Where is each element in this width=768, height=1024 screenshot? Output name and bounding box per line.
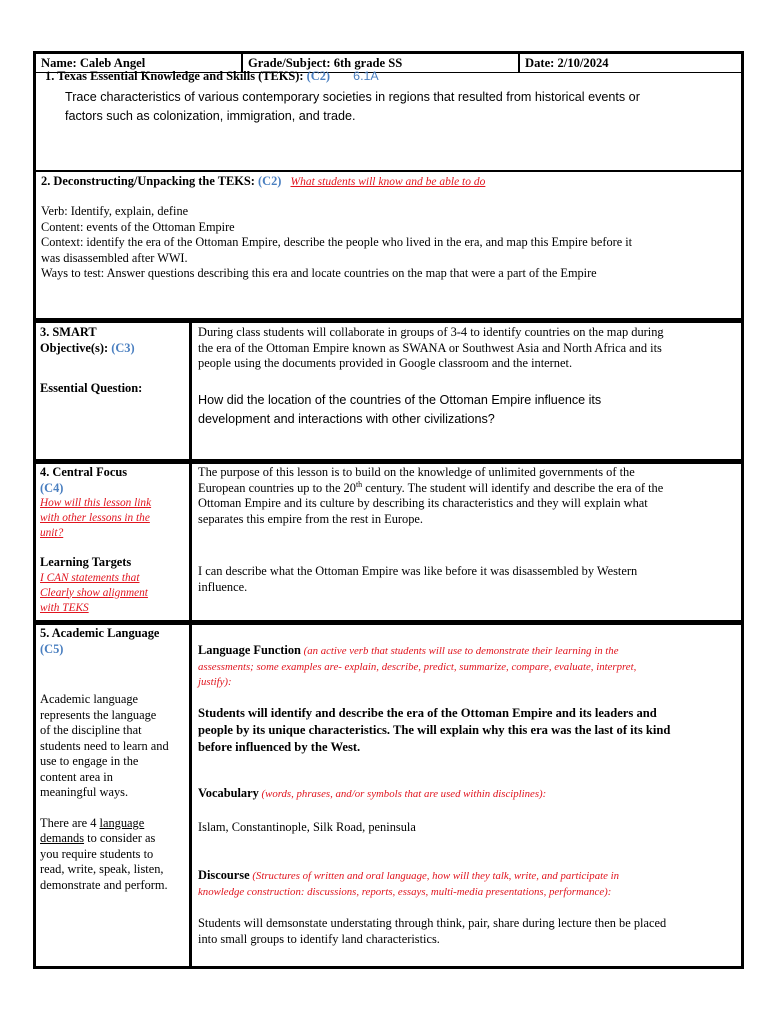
vocabulary-label: Vocabulary [198, 786, 259, 800]
description-line: use to engage in the [40, 754, 139, 768]
teks-id: 6.1A [353, 69, 379, 83]
description-line: students need to learn and [40, 738, 169, 753]
question-line: development and interactions with other civilizations? [198, 412, 495, 426]
essential-question [198, 391, 601, 429]
unpack-heading [41, 174, 485, 191]
discourse-label: Discourse [198, 868, 250, 882]
grade-subject-field: Grade/Subject: 6th grade SS [248, 56, 403, 70]
central-focus-title: 4. Central Focus [40, 465, 128, 479]
note-line: unit? [40, 527, 64, 539]
column-divider [189, 320, 192, 462]
vocabulary-text: Islam, Constantinople, Silk Road, peninsula [198, 820, 416, 834]
note-line: Clearly show alignment [40, 586, 148, 599]
description-line: you require students to [40, 846, 154, 861]
smart-code: (C3) [111, 340, 135, 355]
teks-text [65, 88, 640, 126]
unpack-verb: Verb: Identify, explain, define [41, 204, 189, 218]
superscript: th [355, 479, 363, 489]
target-line: influence. [198, 579, 248, 594]
academic-language-label [40, 626, 187, 657]
focus-line: European countries up to the 20 [198, 480, 356, 495]
unpack-code: (C2) [258, 174, 282, 188]
demands-term: demands [40, 831, 85, 845]
learning-targets-note [40, 571, 185, 616]
focus-line: The purpose of this lesson is to build on the knowledge of unlimited governments of the [198, 465, 635, 479]
unpack-body [41, 204, 632, 282]
essential-question-label: Essential Question: [40, 381, 143, 395]
description-line: represents the language [40, 707, 157, 722]
column-divider [189, 622, 192, 969]
teks-line: Trace characteristics of various contemporary societies in regions that resulted from historical events or [65, 90, 640, 104]
central-focus-label [40, 465, 185, 616]
language-function-label: Language Function [198, 643, 301, 657]
academic-language-title: 5. Academic Language [40, 626, 160, 640]
description-line: meaningful ways. [40, 785, 129, 799]
discourse-note: (Structures of written and oral language, how will they talk, write, and participate in [249, 870, 619, 882]
teks-divider [33, 170, 744, 172]
target-line: I can describe what the Ottoman Empire was like before it was disassembled by Western [198, 564, 638, 578]
smart-subtitle: Objective(s): [40, 340, 109, 355]
description-text: There are 4 [40, 815, 100, 830]
note-line: with TEKS [40, 601, 89, 614]
description-line: read, write, speak, listen, [40, 862, 164, 876]
academic-language-description [40, 692, 188, 893]
description-line: of the discipline that [40, 723, 142, 737]
description-line: Academic language [40, 692, 139, 706]
language-function-note: justify): [198, 675, 232, 688]
objective-line: people using the documents provided in Google classroom and the internet. [198, 356, 573, 370]
unpack-context: Context: identify the era of the Ottoman Empire, describe the people who lived in the era, and map this Empire before it [41, 235, 633, 249]
description-line: content area in [40, 769, 113, 784]
learning-targets-text [198, 564, 637, 595]
description-line: demonstrate and perform. [40, 877, 168, 892]
vocabulary-heading [198, 786, 546, 803]
teks-code: (C2) [306, 69, 331, 83]
function-line: people by its unique characteristics. The will explain why this era was the last of its kind [198, 723, 671, 737]
unpack-ways: Ways to test: Answer questions describing this era and locate countries on the map that were a part of the Empire [41, 266, 597, 280]
objective-line: the era of the Ottoman Empire known as SWANA or Southwest Asia and North Africa and its [198, 340, 662, 355]
language-term: language [99, 815, 145, 830]
vocabulary-note: (words, phrases, and/or symbols that are used within disciplines): [258, 788, 547, 800]
smart-objective [198, 325, 664, 372]
unpack-context: was disassembled after WWI. [41, 250, 188, 265]
smart-label [40, 325, 185, 397]
discourse-heading [198, 868, 619, 900]
discourse-note: knowledge construction: discussions, reports, essays, multi-media presentations, performance): [198, 885, 612, 898]
discourse-line: into small groups to identify land characteristics. [198, 931, 440, 946]
note-line: with other lessons in the [40, 512, 150, 524]
focus-line: Ottoman Empire and its culture by describing its characteristics and they will explain what [198, 496, 648, 510]
teks-heading [45, 69, 379, 85]
language-function-note: (an active verb that students will use to demonstrate their learning in the [300, 645, 619, 657]
note-line: I CAN statements that [40, 571, 140, 584]
unpack-note: What students will know and be able to do [290, 176, 486, 188]
language-function-text [198, 705, 670, 756]
focus-line: century. The student will identify and describe the era of the [362, 480, 664, 495]
note-line: How will this lesson link [40, 497, 152, 509]
language-function [198, 643, 738, 690]
description-text: to consider as [84, 831, 156, 845]
question-line: How did the location of the countries of the Ottoman Empire influence its [198, 393, 602, 407]
teks-line: factors such as colonization, immigration, and trade. [65, 109, 356, 123]
teks-title: 1. Texas Essential Knowledge and Skills (TEKS): [45, 69, 304, 83]
unpack-content: Content: events of the Ottoman Empire [41, 219, 235, 234]
name-field: Name: Caleb Angel [41, 56, 146, 70]
language-function-note: assessments; some examples are- explain, describe, predict, summarize, compare, evaluate, interpret, [198, 660, 637, 673]
unpack-title: 2. Deconstructing/Unpacking the TEKS: [41, 174, 255, 188]
central-focus-text [198, 465, 663, 527]
smart-title: 3. SMART [40, 325, 97, 339]
function-line: Students will identify and describe the era of the Ottoman Empire and its leaders and [198, 706, 657, 720]
column-divider [189, 461, 192, 623]
central-focus-code: (C4) [40, 480, 64, 495]
academic-language-code: (C5) [40, 641, 64, 656]
focus-line: separates this empire from the rest in Europe. [198, 511, 424, 526]
central-focus-note [40, 496, 185, 541]
discourse-line: Students will demsonstate understating through think, pair, share during lecture then be placed [198, 916, 667, 930]
discourse-text [198, 916, 666, 947]
learning-targets-label: Learning Targets [40, 555, 132, 569]
objective-line: During class students will collaborate in groups of 3-4 to identify countries on the map during [198, 325, 664, 339]
function-line: before influenced by the West. [198, 740, 361, 754]
date-field: Date: 2/10/2024 [525, 56, 609, 70]
